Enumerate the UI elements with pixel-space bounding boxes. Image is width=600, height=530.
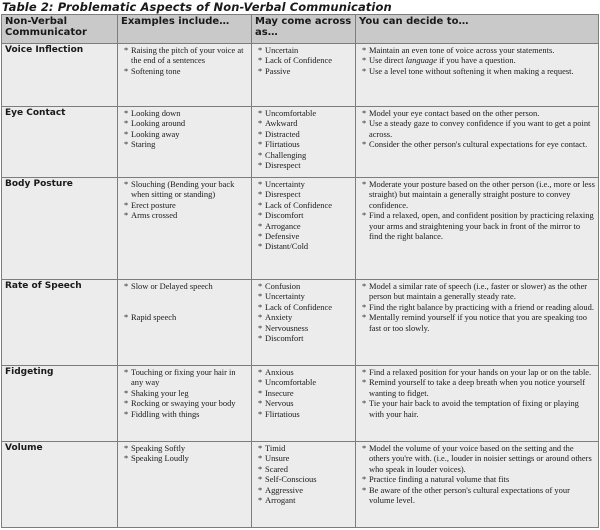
decision-text: if you have a question. <box>439 55 516 66</box>
header-communicator: Non-Verbal Communicator <box>2 15 118 44</box>
table-row <box>2 442 599 528</box>
row-examples <box>118 280 252 366</box>
row-category: Fidgeting <box>2 366 118 442</box>
decision-item: * Model a similar rate of speech (i.e., faster or slower) as the other person but maintain a generally steady rate. <box>359 281 595 302</box>
row-category: Eye Contact <box>2 107 118 178</box>
example-item: * Speaking Softly <box>121 443 248 453</box>
perception-item: * Uncertainty <box>255 179 352 189</box>
row-category: Volume <box>2 442 118 528</box>
row-decisions <box>356 366 599 442</box>
header-decisions: You can decide to… <box>356 15 599 44</box>
row-perceptions <box>252 442 356 528</box>
decision-item: * Find a relaxed, open, and confident position by practicing relaxing your arms and straightening your back in front of the mirror to find the right balance. <box>359 210 595 241</box>
header-perceptions: May come across as… <box>252 15 356 44</box>
example-item: * Slouching (Bending your back when sitting or standing) <box>121 179 248 200</box>
example-item: * Looking down <box>121 108 248 118</box>
row-examples <box>118 107 252 178</box>
perception-item: * Uncertainty <box>255 291 352 301</box>
perception-item: * Self-Conscious <box>255 474 352 484</box>
decision-item: * Practice finding a natural volume that fits <box>359 474 595 484</box>
row-category: Voice Inflection <box>2 44 118 107</box>
row-decisions <box>356 442 599 528</box>
perception-item: * Disrespect <box>255 160 352 170</box>
perception-item: * Passive <box>255 66 352 76</box>
perception-item: * Disrespect <box>255 189 352 199</box>
example-item: * Touching or fixing your hair in any way <box>121 367 248 388</box>
perception-item: * Nervous <box>255 398 352 408</box>
perception-item: * Uncertain <box>255 45 352 55</box>
perception-item: * Timid <box>255 443 352 453</box>
perception-item: * Anxiety <box>255 312 352 322</box>
example-item: * Looking around <box>121 118 248 128</box>
perception-item: * Anxious <box>255 367 352 377</box>
decision-item: * Use a steady gaze to convey confidence if you want to get a point across. <box>359 118 595 139</box>
decision-item: * Remind yourself to take a deep breath when you notice yourself wanting to fidget. <box>359 377 595 398</box>
row-decisions <box>356 178 599 280</box>
perception-item: * Insecure <box>255 388 352 398</box>
perception-item: * Flirtatious <box>255 139 352 149</box>
table-row <box>2 366 599 442</box>
decision-item: * Find the right balance by practicing with a friend or reading aloud. <box>359 302 595 312</box>
decision-item: * Model the volume of your voice based on the setting and the others you're with. (i.e., louder in noisier settings or around others who speak in louder voices). <box>359 443 595 474</box>
perception-item: * Awkward <box>255 118 352 128</box>
decision-text: Use direct <box>369 55 404 66</box>
decision-item <box>359 55 595 65</box>
example-item: * Speaking Loudly <box>121 453 248 463</box>
decision-item: * Consider the other person's cultural expectations for eye contact. <box>359 139 595 149</box>
row-perceptions <box>252 107 356 178</box>
perception-item: * Scared <box>255 464 352 474</box>
perception-item: * Lack of Confidence <box>255 302 352 312</box>
perception-item: * Confusion <box>255 281 352 291</box>
perception-item: * Challenging <box>255 150 352 160</box>
row-decisions <box>356 280 599 366</box>
spacer <box>121 302 248 312</box>
table-row <box>2 107 599 178</box>
nonverbal-table <box>1 14 599 528</box>
row-category: Rate of Speech <box>2 280 118 366</box>
decision-emphasis: language <box>405 55 437 66</box>
perception-item: * Discomfort <box>255 210 352 220</box>
perception-item: * Lack of Confidence <box>255 200 352 210</box>
row-perceptions <box>252 178 356 280</box>
decision-item: * Be aware of the other person's cultural expectations of your volume level. <box>359 485 595 506</box>
example-item: * Rocking or swaying your body <box>121 398 248 408</box>
header-examples: Examples include… <box>118 15 252 44</box>
perception-item: * Unsure <box>255 453 352 463</box>
table-row <box>2 280 599 366</box>
decision-item: * Maintain an even tone of voice across your statements. <box>359 45 595 55</box>
perception-item: * Arrogant <box>255 495 352 505</box>
header-row <box>2 15 599 44</box>
example-item: * Staring <box>121 139 248 149</box>
row-decisions <box>356 44 599 107</box>
decision-item: * Moderate your posture based on the other person (i.e., more or less straight) but maintain a generally straight posture to convey confidence. <box>359 179 595 210</box>
decision-item: * Use a level tone without softening it when making a request. <box>359 66 595 76</box>
row-decisions <box>356 107 599 178</box>
decision-item: * Mentally remind yourself if you notice that you are speaking too fast or too slowly. <box>359 312 595 333</box>
decision-item: * Find a relaxed position for your hands on your lap or on the table. <box>359 367 595 377</box>
row-perceptions <box>252 280 356 366</box>
example-item: * Looking away <box>121 129 248 139</box>
perception-item: * Distracted <box>255 129 352 139</box>
example-item: * Rapid speech <box>121 312 248 322</box>
example-item: * Slow or Delayed speech <box>121 281 248 291</box>
perception-item: * Aggressive <box>255 485 352 495</box>
table-title: Table 2: Problematic Aspects of Non-Verbal Communication <box>2 0 392 14</box>
perception-item: * Distant/Cold <box>255 241 352 251</box>
perception-item: * Uncomfortable <box>255 377 352 387</box>
perception-item: * Flirtatious <box>255 409 352 419</box>
perception-item: * Uncomfortable <box>255 108 352 118</box>
perception-item: * Defensive <box>255 231 352 241</box>
row-perceptions <box>252 366 356 442</box>
row-examples <box>118 442 252 528</box>
example-item: * Fiddling with things <box>121 409 248 419</box>
row-category: Body Posture <box>2 178 118 280</box>
example-item: * Softening tone <box>121 66 248 76</box>
table-row <box>2 178 599 280</box>
table-row <box>2 44 599 107</box>
perception-item: * Nervousness <box>255 323 352 333</box>
row-examples <box>118 178 252 280</box>
row-examples <box>118 44 252 107</box>
example-item: * Shaking your leg <box>121 388 248 398</box>
perception-item: * Arrogance <box>255 221 352 231</box>
decision-item: * Tie your hair back to avoid the temptation of fixing or playing with your hair. <box>359 398 595 419</box>
example-item: * Erect posture <box>121 200 248 210</box>
perception-item: * Lack of Confidence <box>255 55 352 65</box>
perception-item: * Discomfort <box>255 333 352 343</box>
row-perceptions <box>252 44 356 107</box>
spacer <box>121 291 248 301</box>
row-examples <box>118 366 252 442</box>
decision-item: * Model your eye contact based on the other person. <box>359 108 595 118</box>
example-item: * Raising the pitch of your voice at the end of a sentences <box>121 45 248 66</box>
example-item: * Arms crossed <box>121 210 248 220</box>
